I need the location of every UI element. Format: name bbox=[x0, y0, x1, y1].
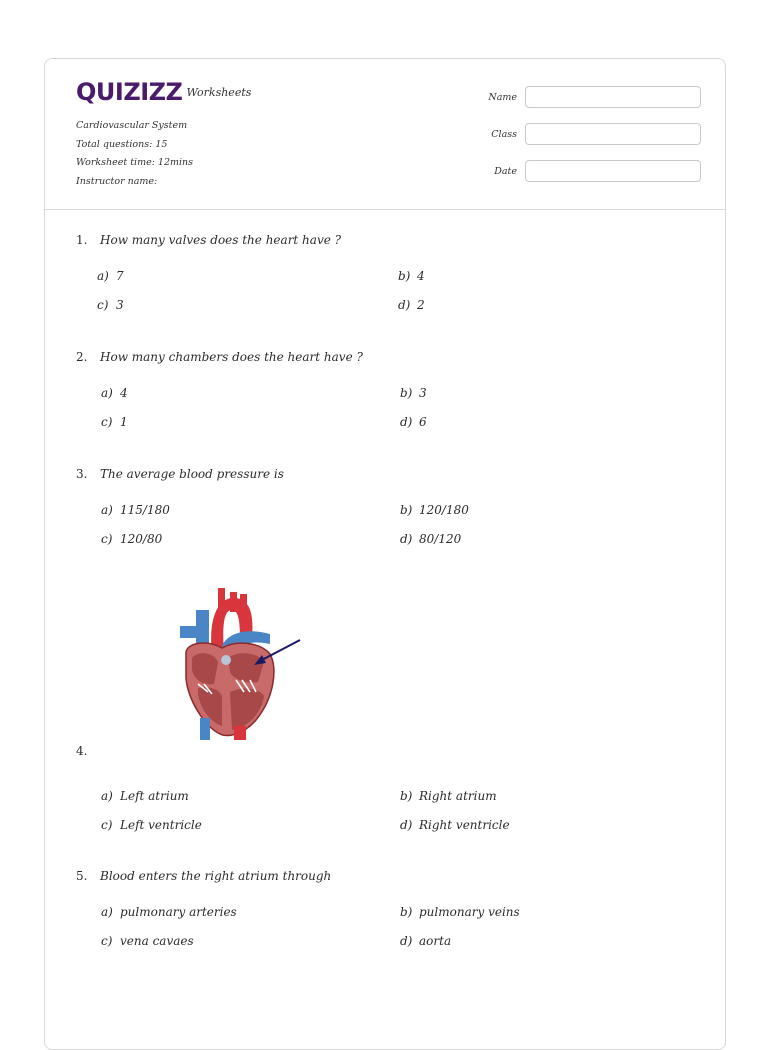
option-a[interactable] bbox=[101, 503, 170, 517]
question-5 bbox=[76, 869, 331, 883]
option-letter: b) bbox=[400, 386, 413, 400]
option-b[interactable] bbox=[400, 789, 497, 803]
option-letter: d) bbox=[400, 532, 413, 546]
question-number: 1. bbox=[76, 233, 88, 247]
worksheet-meta bbox=[76, 117, 193, 191]
name-field[interactable] bbox=[525, 86, 701, 108]
option-text: 80/120 bbox=[419, 532, 462, 546]
option-d[interactable] bbox=[400, 934, 451, 948]
option-letter: b) bbox=[398, 269, 411, 283]
option-text: 120/180 bbox=[419, 503, 469, 517]
option-text: 3 bbox=[419, 386, 427, 400]
option-letter: c) bbox=[97, 298, 109, 312]
logo-subtitle: Worksheets bbox=[186, 86, 252, 99]
option-text: 120/80 bbox=[120, 532, 163, 546]
option-letter: b) bbox=[400, 905, 413, 919]
option-text: Left ventricle bbox=[120, 818, 202, 832]
inferior-vena-cava-shape bbox=[200, 718, 210, 740]
option-b[interactable] bbox=[400, 503, 469, 517]
option-d[interactable] bbox=[398, 298, 425, 312]
option-b[interactable] bbox=[400, 386, 427, 400]
option-letter: a) bbox=[101, 503, 113, 517]
brand bbox=[76, 79, 251, 105]
date-label: Date bbox=[494, 165, 517, 177]
option-a[interactable] bbox=[101, 386, 128, 400]
option-a[interactable] bbox=[101, 905, 237, 919]
quizizz-logo: QUIZIZZ bbox=[76, 78, 183, 106]
option-c[interactable] bbox=[101, 934, 194, 948]
option-letter: b) bbox=[400, 789, 413, 803]
valve-shape bbox=[221, 655, 231, 665]
class-field[interactable] bbox=[525, 123, 701, 145]
option-letter: a) bbox=[97, 269, 109, 283]
date-field[interactable] bbox=[525, 160, 701, 182]
option-letter: d) bbox=[400, 818, 413, 832]
option-letter: c) bbox=[101, 818, 113, 832]
option-text: 4 bbox=[120, 386, 128, 400]
option-c[interactable] bbox=[101, 415, 128, 429]
option-letter: d) bbox=[398, 298, 411, 312]
question-number: 4. bbox=[76, 744, 88, 758]
option-letter: b) bbox=[400, 503, 413, 517]
option-text: 3 bbox=[116, 298, 124, 312]
worksheet-time: Worksheet time: 12mins bbox=[76, 157, 194, 168]
option-letter: c) bbox=[101, 415, 113, 429]
heart-diagram-image bbox=[178, 588, 318, 740]
option-letter: d) bbox=[400, 934, 413, 948]
option-text: pulmonary veins bbox=[419, 905, 520, 919]
option-a[interactable] bbox=[97, 269, 124, 283]
option-b[interactable] bbox=[400, 905, 520, 919]
question-number: 3. bbox=[76, 467, 88, 481]
left-ventricle-chamber bbox=[230, 689, 264, 730]
option-text: 4 bbox=[417, 269, 425, 283]
option-text: 6 bbox=[419, 415, 427, 429]
option-letter: a) bbox=[101, 386, 113, 400]
question-4 bbox=[76, 744, 100, 758]
option-letter: c) bbox=[101, 532, 113, 546]
option-text: 2 bbox=[417, 298, 425, 312]
option-c[interactable] bbox=[97, 298, 124, 312]
name-row bbox=[465, 86, 701, 108]
artery-branch-3 bbox=[218, 588, 225, 610]
worksheet-header bbox=[45, 59, 725, 210]
option-d[interactable] bbox=[400, 532, 461, 546]
option-letter: a) bbox=[101, 789, 113, 803]
option-b[interactable] bbox=[398, 269, 425, 283]
option-text: Right ventricle bbox=[419, 818, 510, 832]
option-text: Right atrium bbox=[419, 789, 497, 803]
name-label: Name bbox=[488, 91, 517, 103]
option-d[interactable] bbox=[400, 415, 427, 429]
option-text: 1 bbox=[120, 415, 128, 429]
question-text: The average blood pressure is bbox=[100, 467, 284, 481]
question-number: 2. bbox=[76, 350, 88, 364]
question-1 bbox=[76, 233, 341, 247]
topic-title: Cardiovascular System bbox=[76, 120, 188, 131]
option-letter: c) bbox=[101, 934, 113, 948]
question-2 bbox=[76, 350, 363, 364]
vein-branch-shape bbox=[180, 626, 202, 638]
instructor-name: Instructor name: bbox=[76, 175, 158, 187]
option-letter: a) bbox=[101, 905, 113, 919]
option-c[interactable] bbox=[101, 818, 202, 832]
option-text: 115/180 bbox=[120, 503, 170, 517]
option-d[interactable] bbox=[400, 818, 510, 832]
question-number: 5. bbox=[76, 869, 88, 883]
option-a[interactable] bbox=[101, 789, 189, 803]
total-questions: Total questions: 15 bbox=[76, 138, 168, 150]
class-row bbox=[465, 123, 701, 145]
descending-aorta-shape bbox=[234, 726, 246, 740]
option-text: vena cavaes bbox=[120, 934, 194, 948]
option-text: aorta bbox=[419, 934, 452, 948]
option-text: Left atrium bbox=[120, 789, 189, 803]
option-letter: d) bbox=[400, 415, 413, 429]
date-row bbox=[465, 160, 701, 182]
worksheet-card bbox=[44, 58, 726, 1050]
option-text: 7 bbox=[116, 269, 124, 283]
option-c[interactable] bbox=[101, 532, 162, 546]
question-text: Blood enters the right atrium through bbox=[100, 869, 332, 883]
option-text: pulmonary arteries bbox=[120, 905, 237, 919]
artery-branch-2 bbox=[240, 594, 247, 614]
question-text: How many valves does the heart have ? bbox=[100, 233, 342, 247]
question-text: How many chambers does the heart have ? bbox=[100, 350, 363, 364]
artery-branch-1 bbox=[230, 592, 237, 612]
class-label: Class bbox=[491, 128, 517, 140]
question-3 bbox=[76, 467, 284, 481]
